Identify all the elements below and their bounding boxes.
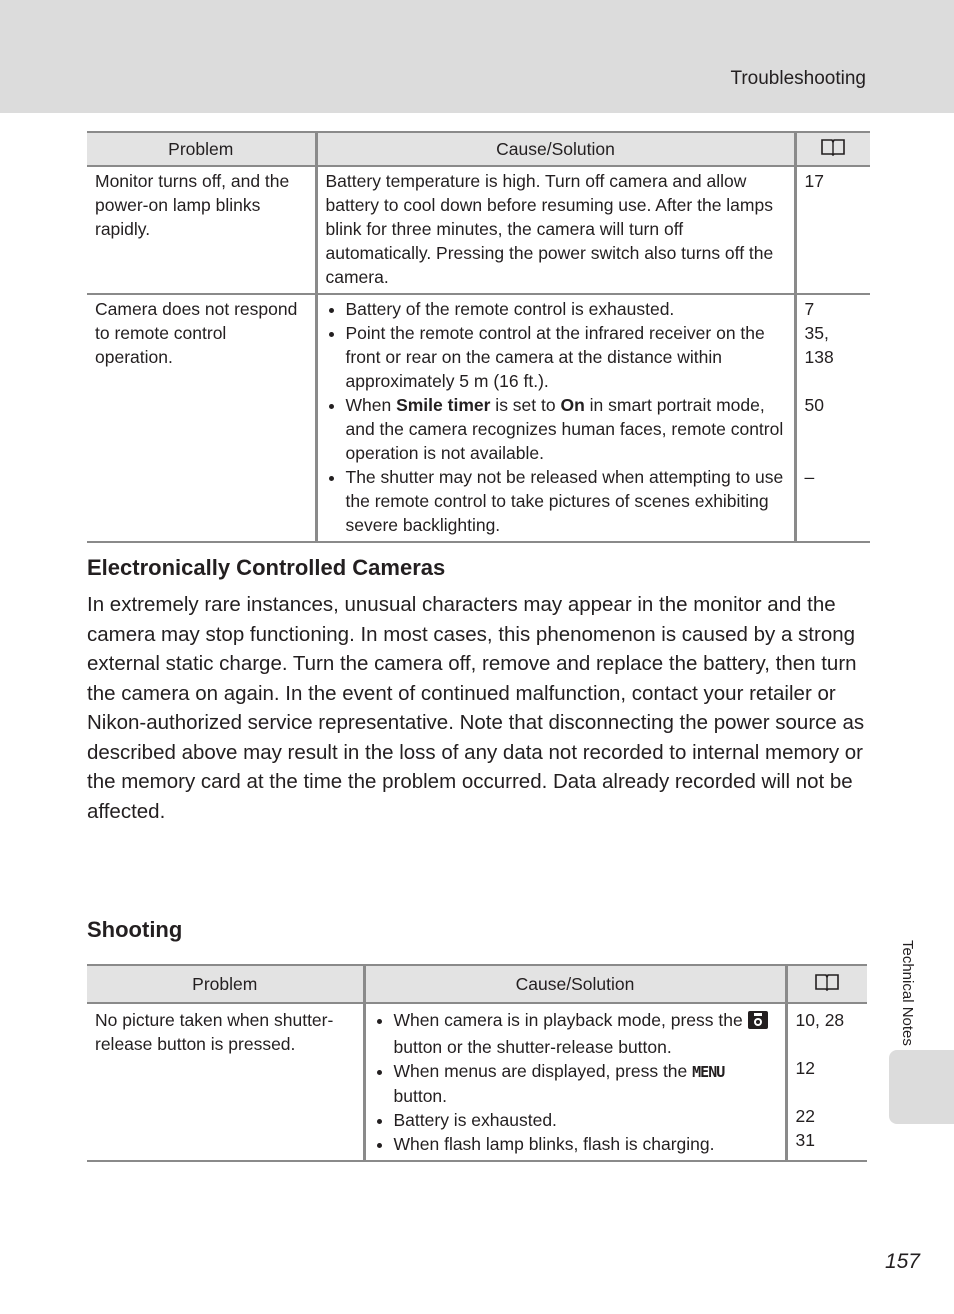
camera-icon xyxy=(748,1011,768,1035)
header-band xyxy=(0,0,954,113)
on-term: On xyxy=(560,395,585,415)
book-reference-icon xyxy=(814,973,840,997)
problem-cell: Monitor turns off, and the power-on lamp blinks rapidly. xyxy=(87,166,316,294)
text-span: is set to xyxy=(490,395,561,415)
header-page-reference xyxy=(795,132,870,166)
page-ref: 10, 28 xyxy=(795,1010,845,1030)
section-title-electronically-controlled: Electronically Controlled Cameras xyxy=(87,555,446,580)
table-header-row xyxy=(87,965,867,1003)
menu-button-label: MENU xyxy=(692,1063,725,1081)
page-cell xyxy=(786,1003,867,1161)
list-item: • Battery is exhausted. xyxy=(394,1108,777,1132)
page-ref: 12 xyxy=(795,1058,815,1078)
header-page-reference xyxy=(786,965,867,1003)
troubleshooting-table-2 xyxy=(87,964,867,1162)
text-span: button or the shutter-release button. xyxy=(393,1037,672,1057)
list-item xyxy=(394,1008,777,1059)
cause-cell xyxy=(316,294,795,542)
text-span: When xyxy=(345,395,397,415)
book-reference-icon xyxy=(820,138,846,162)
troubleshooting-table-1 xyxy=(87,131,870,543)
section-header-title: Troubleshooting xyxy=(730,68,866,89)
text-span: in smart portrait mode, and the camera recognizes human faces, remote control operation is not available. xyxy=(345,395,784,463)
problem-cell: Camera does not respond to remote control operation. xyxy=(87,294,316,542)
page-ref: 7 xyxy=(804,299,815,319)
table-row xyxy=(87,166,870,294)
cause-cell xyxy=(364,1003,786,1161)
table-row xyxy=(87,1003,867,1161)
page-ref: 35, xyxy=(804,323,829,343)
section-body-text: In extremely rare instances, unusual characters may appear in the monitor and the camera may stop functioning. In most cases, this phenomenon is caused by a strong external static charge. Turn the camera off, remove and replace the battery, then turn the camera on again. In the event of continued malfunction, contact your retailer or Nikon-authorized service representative. Note that disconnecting the power source as described above may result in the loss of any data not recorded to internal memory or the memory card at the time the problem occurred. Data already recorded will not be affected. xyxy=(87,593,865,823)
section-title-shooting: Shooting xyxy=(87,917,183,942)
page-number: 157 xyxy=(884,1250,920,1273)
page-ref: 22 xyxy=(795,1106,815,1126)
page-ref: – xyxy=(804,467,815,487)
page-cell xyxy=(795,294,870,542)
header-problem: Problem xyxy=(87,132,316,166)
page-ref: 31 xyxy=(795,1130,815,1150)
list-item xyxy=(346,393,786,465)
text-span: button. xyxy=(393,1086,448,1106)
text-span: When camera is in playback mode, press the xyxy=(393,1010,748,1030)
list-item: • When flash lamp blinks, flash is charging. xyxy=(394,1132,777,1156)
page-ref: 50 xyxy=(804,395,824,415)
side-tab-label: Technical Notes xyxy=(899,940,916,1046)
table-row xyxy=(87,294,870,542)
side-tab-marker xyxy=(889,1050,954,1124)
page-ref: 138 xyxy=(804,347,834,367)
header-cause-solution: Cause/Solution xyxy=(364,965,786,1003)
text-span: When menus are displayed, press the xyxy=(393,1061,693,1081)
list-item xyxy=(394,1059,777,1108)
header-cause-solution: Cause/Solution xyxy=(316,132,795,166)
smile-timer-term: Smile timer xyxy=(396,395,491,415)
page-cell: 17 xyxy=(795,166,870,294)
list-item: • Point the remote control at the infrared receiver on the front or rear on the camera at the distance within approximately 5 m (16 ft.). xyxy=(346,321,786,393)
cause-cell: Battery temperature is high. Turn off camera and allow battery to cool down before resuming use. After the lamps blink for three minutes, the camera will turn off automatically. Pressing the power switch also turns off the camera. xyxy=(316,166,795,294)
header-problem: Problem xyxy=(87,965,364,1003)
list-item: • Battery of the remote control is exhausted. xyxy=(346,297,786,321)
list-item: • The shutter may not be released when attempting to use the remote control to take pictures of scenes exhibiting severe backlighting. xyxy=(346,465,786,537)
table-header-row xyxy=(87,132,870,166)
problem-cell: No picture taken when shutter-release button is pressed. xyxy=(87,1003,364,1161)
